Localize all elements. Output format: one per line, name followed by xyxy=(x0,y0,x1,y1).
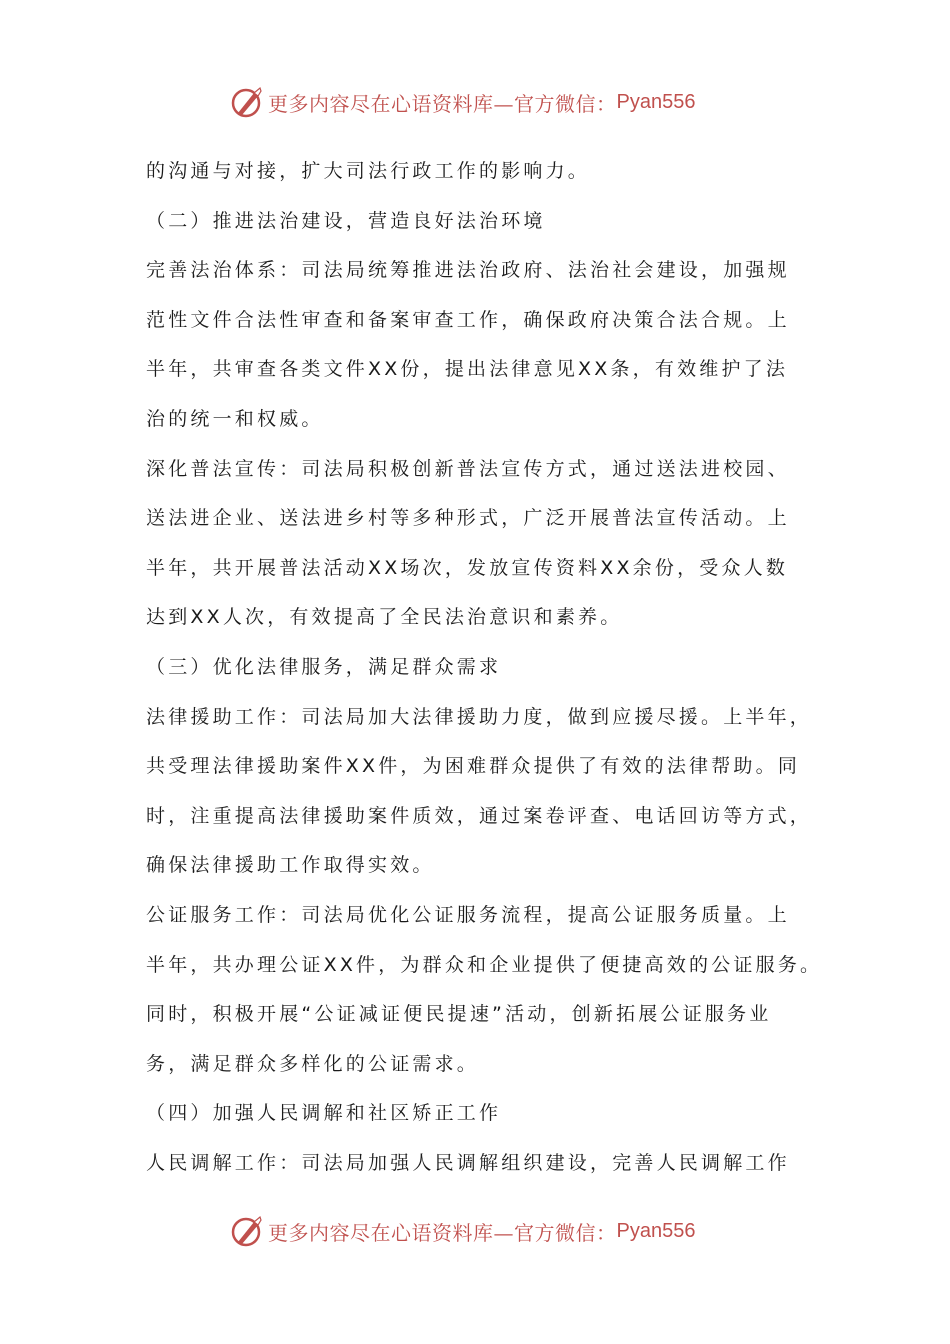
watermark-text: 更多内容尽在心语资料库—官方微信： xyxy=(268,91,617,116)
text-line: 人民调解工作：司法局加强人民调解组织建设，完善人民调解工作 xyxy=(146,1151,790,1174)
pen-logo-icon xyxy=(230,85,264,119)
text-line: 完善法治体系：司法局统筹推进法治政府、法治社会建设，加强规 xyxy=(146,259,790,282)
watermark-wechat-id: Pyan556 xyxy=(616,90,696,113)
watermark-wechat-id: Pyan556 xyxy=(616,1219,696,1242)
text-line: 的沟通与对接，扩大司法行政工作的影响力。 xyxy=(146,160,591,182)
text-line: 深化普法宣传：司法局积极创新普法宣传方式，通过送法进校园、 xyxy=(146,457,790,480)
text-line: 同时，积极开展“公证减证便民提速”活动，创新拓展公证服务业 xyxy=(146,1003,772,1026)
text-line: 范性文件合法性审查和备案审查工作，确保政府决策合法合规。上 xyxy=(146,308,790,331)
text-line: 半年，共办理公证XX件，为群众和企业提供了便捷高效的公证服务。 xyxy=(146,953,823,976)
text-line: 半年，共开展普法活动XX场次，发放宣传资料XX余份，受众人数 xyxy=(146,556,789,579)
section-heading: （三）优化法律服务，满足群众需求 xyxy=(146,655,502,678)
document-body xyxy=(146,147,823,1188)
footer-watermark xyxy=(230,1213,695,1249)
watermark-text: 更多内容尽在心语资料库—官方微信： xyxy=(268,1220,617,1245)
header-watermark xyxy=(230,84,695,120)
text-line: 确保法律援助工作取得实效。 xyxy=(146,854,435,877)
text-line: 法律援助工作：司法局加大法律援助力度，做到应援尽援。上半年， xyxy=(146,705,813,728)
text-line: 务，满足群众多样化的公证需求。 xyxy=(146,1052,480,1075)
text-line: 达到XX人次，有效提高了全民法治意识和素养。 xyxy=(146,606,623,629)
text-line: 公证服务工作：司法局优化公证服务流程，提高公证服务质量。上 xyxy=(146,903,790,926)
text-line: 半年，共审查各类文件XX份，提出法律意见XX条，有效维护了法 xyxy=(146,358,789,381)
pen-logo-icon xyxy=(230,1214,264,1248)
text-line: 送法进企业、送法进乡村等多种形式，广泛开展普法宣传活动。上 xyxy=(146,507,790,530)
text-line: 时，注重提高法律援助案件质效，通过案卷评查、电话回访等方式， xyxy=(146,804,813,827)
text-line: 治的统一和权威。 xyxy=(146,407,324,430)
section-heading: （四）加强人民调解和社区矫正工作 xyxy=(146,1102,502,1125)
section-heading: （二）推进法治建设，营造良好法治环境 xyxy=(146,209,546,232)
text-line: 共受理法律援助案件XX件，为困难群众提供了有效的法律帮助。同 xyxy=(146,755,801,778)
